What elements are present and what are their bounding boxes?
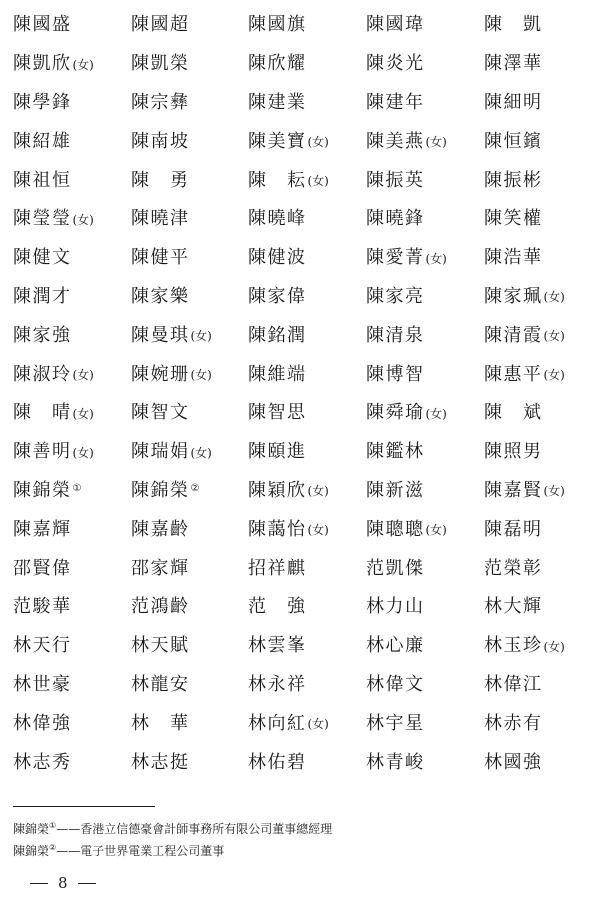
names-grid	[13, 4, 603, 780]
name-entry	[248, 664, 366, 703]
name-text: 陳浩華	[484, 247, 543, 269]
name-entry	[248, 276, 366, 315]
name-text: 林赤有	[484, 712, 543, 734]
name-entry	[131, 120, 248, 159]
name-text: 陳磊明	[484, 518, 543, 540]
name-text: 陳 晴	[13, 402, 72, 424]
name-text: 陳嘉賢	[484, 479, 543, 501]
name-text: 陳健文	[13, 247, 72, 269]
female-suffix: (女)	[543, 368, 565, 383]
name-text: 陳頤進	[248, 441, 307, 463]
name-entry	[484, 353, 603, 392]
name-entry	[248, 392, 366, 431]
name-text: 林志秀	[13, 751, 72, 773]
name-entry	[13, 470, 131, 509]
footnote-1-mark: ①	[49, 821, 57, 830]
name-entry	[484, 82, 603, 121]
female-suffix: (女)	[307, 135, 329, 150]
name-entry	[366, 314, 484, 353]
name-entry	[248, 4, 366, 43]
name-text: 林心廉	[366, 635, 425, 657]
page-number-value: 8	[58, 874, 68, 892]
name-entry	[484, 547, 603, 586]
name-text: 林天行	[13, 635, 72, 657]
name-entry	[131, 43, 248, 82]
name-entry	[131, 82, 248, 121]
name-entry	[248, 43, 366, 82]
name-entry	[484, 120, 603, 159]
name-text: 陳恒鑌	[484, 130, 543, 152]
name-entry	[366, 702, 484, 741]
footnote-1	[13, 820, 332, 837]
name-entry	[484, 586, 603, 625]
name-entry	[484, 702, 603, 741]
name-text: 陳藹怡	[248, 518, 307, 540]
name-entry	[366, 741, 484, 780]
name-text: 陳 耘	[248, 169, 307, 191]
name-text: 陳 勇	[131, 169, 190, 191]
name-text: 陳清泉	[366, 324, 425, 346]
name-entry	[366, 586, 484, 625]
female-suffix: (女)	[425, 251, 447, 266]
name-text: 范榮彰	[484, 557, 543, 579]
female-suffix: (女)	[425, 523, 447, 538]
name-entry	[366, 353, 484, 392]
name-text: 陳家樂	[131, 285, 190, 307]
name-entry	[484, 470, 603, 509]
name-entry	[248, 314, 366, 353]
name-text: 林 華	[131, 712, 190, 734]
name-entry	[131, 625, 248, 664]
name-entry	[248, 625, 366, 664]
female-suffix: (女)	[307, 174, 329, 189]
name-text: 陳銘潤	[248, 324, 307, 346]
name-entry	[484, 392, 603, 431]
name-entry	[484, 508, 603, 547]
name-text: 陳宗彝	[131, 91, 190, 113]
name-text: 陳 凱	[484, 14, 543, 36]
name-text: 陳潤才	[13, 285, 72, 307]
name-entry	[366, 82, 484, 121]
name-entry	[484, 741, 603, 780]
footnote-2-name: 陳錦榮	[13, 844, 50, 858]
name-entry	[484, 625, 603, 664]
name-entry	[366, 159, 484, 198]
name-text: 陳細明	[484, 91, 543, 113]
name-text: 陳國旗	[248, 14, 307, 36]
name-text: 陳健波	[248, 247, 307, 269]
name-entry	[248, 508, 366, 547]
name-entry	[13, 82, 131, 121]
name-entry	[484, 276, 603, 315]
name-text: 邵家輝	[131, 557, 190, 579]
name-entry	[366, 276, 484, 315]
name-text: 陳美寶	[248, 130, 307, 152]
footnote-2-mark: ②	[49, 843, 57, 852]
name-entry	[131, 159, 248, 198]
name-text: 陳國超	[131, 14, 190, 36]
female-suffix: (女)	[543, 639, 565, 654]
name-entry	[366, 237, 484, 276]
name-text: 陳學鋒	[13, 91, 72, 113]
name-entry	[366, 198, 484, 237]
name-entry	[13, 314, 131, 353]
name-text: 陳曉津	[131, 208, 190, 230]
name-entry	[13, 664, 131, 703]
female-suffix: (女)	[543, 290, 565, 305]
name-text: 陳淑玲	[13, 363, 72, 385]
name-entry	[131, 314, 248, 353]
name-entry	[366, 664, 484, 703]
name-entry	[484, 314, 603, 353]
name-entry	[248, 353, 366, 392]
name-text: 陳凱欣	[13, 53, 72, 75]
name-entry	[13, 508, 131, 547]
name-text: 陳瑞娟	[131, 441, 190, 463]
name-text: 陳家偉	[248, 285, 307, 307]
name-text: 陳 斌	[484, 402, 543, 424]
name-text: 范 強	[248, 596, 307, 618]
name-entry	[13, 237, 131, 276]
name-text: 陳曉峰	[248, 208, 307, 230]
name-text: 陳振英	[366, 169, 425, 191]
page-number-dash-right	[78, 883, 96, 884]
name-text: 范凱傑	[366, 557, 425, 579]
name-entry	[131, 353, 248, 392]
name-entry	[131, 741, 248, 780]
footnote-1-name: 陳錦榮	[13, 822, 50, 836]
name-text: 陳博智	[366, 363, 425, 385]
female-suffix: (女)	[190, 368, 212, 383]
name-text: 林力山	[366, 596, 425, 618]
name-text: 陳笑權	[484, 208, 543, 230]
name-text: 陳維端	[248, 363, 307, 385]
name-entry	[13, 353, 131, 392]
name-text: 陳欣耀	[248, 53, 307, 75]
name-entry	[13, 43, 131, 82]
name-entry	[13, 702, 131, 741]
name-text: 林大輝	[484, 596, 543, 618]
name-entry	[13, 625, 131, 664]
footnote-rule	[13, 806, 155, 807]
name-text: 林玉珍	[484, 635, 543, 657]
name-entry	[13, 4, 131, 43]
name-entry	[131, 4, 248, 43]
name-text: 林偉江	[484, 673, 543, 695]
name-entry	[248, 82, 366, 121]
name-text: 陳嘉輝	[13, 518, 72, 540]
female-suffix: (女)	[307, 523, 329, 538]
name-text: 林國強	[484, 751, 543, 773]
name-entry	[131, 508, 248, 547]
name-entry	[131, 237, 248, 276]
name-entry	[13, 159, 131, 198]
name-entry	[366, 120, 484, 159]
female-suffix: (女)	[307, 717, 329, 732]
name-entry	[484, 431, 603, 470]
name-entry	[366, 43, 484, 82]
name-text: 陳愛菁	[366, 247, 425, 269]
name-text: 陳曼琪	[131, 324, 190, 346]
female-suffix: (女)	[425, 135, 447, 150]
name-text: 林向紅	[248, 712, 307, 734]
name-entry	[131, 198, 248, 237]
name-entry	[131, 664, 248, 703]
name-text: 林宇星	[366, 712, 425, 734]
female-suffix: (女)	[543, 484, 565, 499]
name-entry	[131, 470, 248, 509]
name-entry	[248, 198, 366, 237]
name-text: 林佑碧	[248, 751, 307, 773]
name-text: 陳鑑林	[366, 441, 425, 463]
name-text: 林雲峯	[248, 635, 307, 657]
name-text: 邵賢偉	[13, 557, 72, 579]
name-text: 陳國瑋	[366, 14, 425, 36]
name-text: 陳智思	[248, 402, 307, 424]
name-text: 林志挺	[131, 751, 190, 773]
name-entry	[484, 198, 603, 237]
name-entry	[484, 159, 603, 198]
name-entry	[366, 547, 484, 586]
female-suffix: (女)	[72, 445, 94, 460]
name-text: 陳振彬	[484, 169, 543, 191]
name-entry	[248, 741, 366, 780]
name-entry	[13, 431, 131, 470]
name-text: 陳美燕	[366, 130, 425, 152]
name-entry	[131, 547, 248, 586]
name-entry	[131, 586, 248, 625]
footnote-2-text: ——電子世界電業工程公司董事	[56, 844, 225, 858]
name-text: 陳家強	[13, 324, 72, 346]
name-text: 陳錦榮	[131, 479, 190, 501]
name-entry	[13, 547, 131, 586]
name-entry	[484, 237, 603, 276]
name-entry	[131, 276, 248, 315]
name-text: 陳穎欣	[248, 479, 307, 501]
name-entry	[366, 470, 484, 509]
name-entry	[131, 392, 248, 431]
name-entry	[484, 43, 603, 82]
name-text: 陳建業	[248, 91, 307, 113]
name-entry	[484, 664, 603, 703]
name-text: 陳新滋	[366, 479, 425, 501]
female-suffix: (女)	[72, 57, 94, 72]
female-suffix: (女)	[72, 212, 94, 227]
name-text: 陳惠平	[484, 363, 543, 385]
female-suffix: (女)	[425, 406, 447, 421]
name-text: 林龍安	[131, 673, 190, 695]
female-suffix: (女)	[72, 406, 94, 421]
name-text: 陳國盛	[13, 14, 72, 36]
footnote-1-text: ——香港立信德豪會計師事務所有限公司董事總經理	[56, 822, 333, 836]
name-entry	[13, 741, 131, 780]
footnote-2	[13, 842, 224, 859]
name-text: 陳炎光	[366, 53, 425, 75]
footnote-mark: ②	[190, 483, 200, 495]
name-entry	[366, 392, 484, 431]
name-text: 陳南坡	[131, 130, 190, 152]
name-text: 林偉文	[366, 673, 425, 695]
name-entry	[13, 198, 131, 237]
name-entry	[248, 702, 366, 741]
name-entry	[131, 431, 248, 470]
name-entry	[131, 702, 248, 741]
name-entry	[366, 508, 484, 547]
name-text: 林天賦	[131, 635, 190, 657]
name-entry	[13, 276, 131, 315]
name-text: 陳凱榮	[131, 53, 190, 75]
name-text: 招祥麒	[248, 557, 307, 579]
female-suffix: (女)	[190, 445, 212, 460]
name-entry	[13, 120, 131, 159]
name-text: 陳舜瑜	[366, 402, 425, 424]
name-entry	[13, 586, 131, 625]
name-entry	[248, 159, 366, 198]
name-text: 陳健平	[131, 247, 190, 269]
name-text: 陳家亮	[366, 285, 425, 307]
female-suffix: (女)	[72, 368, 94, 383]
name-text: 陳祖恒	[13, 169, 72, 191]
name-text: 陳紹雄	[13, 130, 72, 152]
female-suffix: (女)	[190, 329, 212, 344]
name-text: 林偉強	[13, 712, 72, 734]
name-entry	[248, 120, 366, 159]
name-entry	[366, 625, 484, 664]
name-text: 陳建年	[366, 91, 425, 113]
name-text: 范鴻齡	[131, 596, 190, 618]
name-entry	[248, 431, 366, 470]
name-text: 陳曉鋒	[366, 208, 425, 230]
name-text: 陳澤華	[484, 53, 543, 75]
name-text: 陳錦榮	[13, 479, 72, 501]
name-text: 陳善明	[13, 441, 72, 463]
name-text: 林世豪	[13, 673, 72, 695]
name-text: 林青峻	[366, 751, 425, 773]
name-entry	[366, 4, 484, 43]
name-entry	[248, 586, 366, 625]
name-text: 陳聰聰	[366, 518, 425, 540]
name-text: 陳嘉齡	[131, 518, 190, 540]
name-entry	[248, 470, 366, 509]
female-suffix: (女)	[307, 484, 329, 499]
name-entry	[248, 237, 366, 276]
footnote-mark: ①	[72, 483, 82, 495]
name-text: 陳照男	[484, 441, 543, 463]
female-suffix: (女)	[543, 329, 565, 344]
page-number-dash-left	[30, 883, 48, 884]
name-text: 陳家珮	[484, 285, 543, 307]
name-text: 陳清霞	[484, 324, 543, 346]
name-text: 陳智文	[131, 402, 190, 424]
page-number	[30, 874, 96, 892]
name-entry	[366, 431, 484, 470]
name-text: 范駿華	[13, 596, 72, 618]
name-text: 陳瑩瑩	[13, 208, 72, 230]
name-text: 陳婉珊	[131, 363, 190, 385]
name-entry	[484, 4, 603, 43]
name-entry	[248, 547, 366, 586]
name-entry	[13, 392, 131, 431]
name-text: 林永祥	[248, 673, 307, 695]
